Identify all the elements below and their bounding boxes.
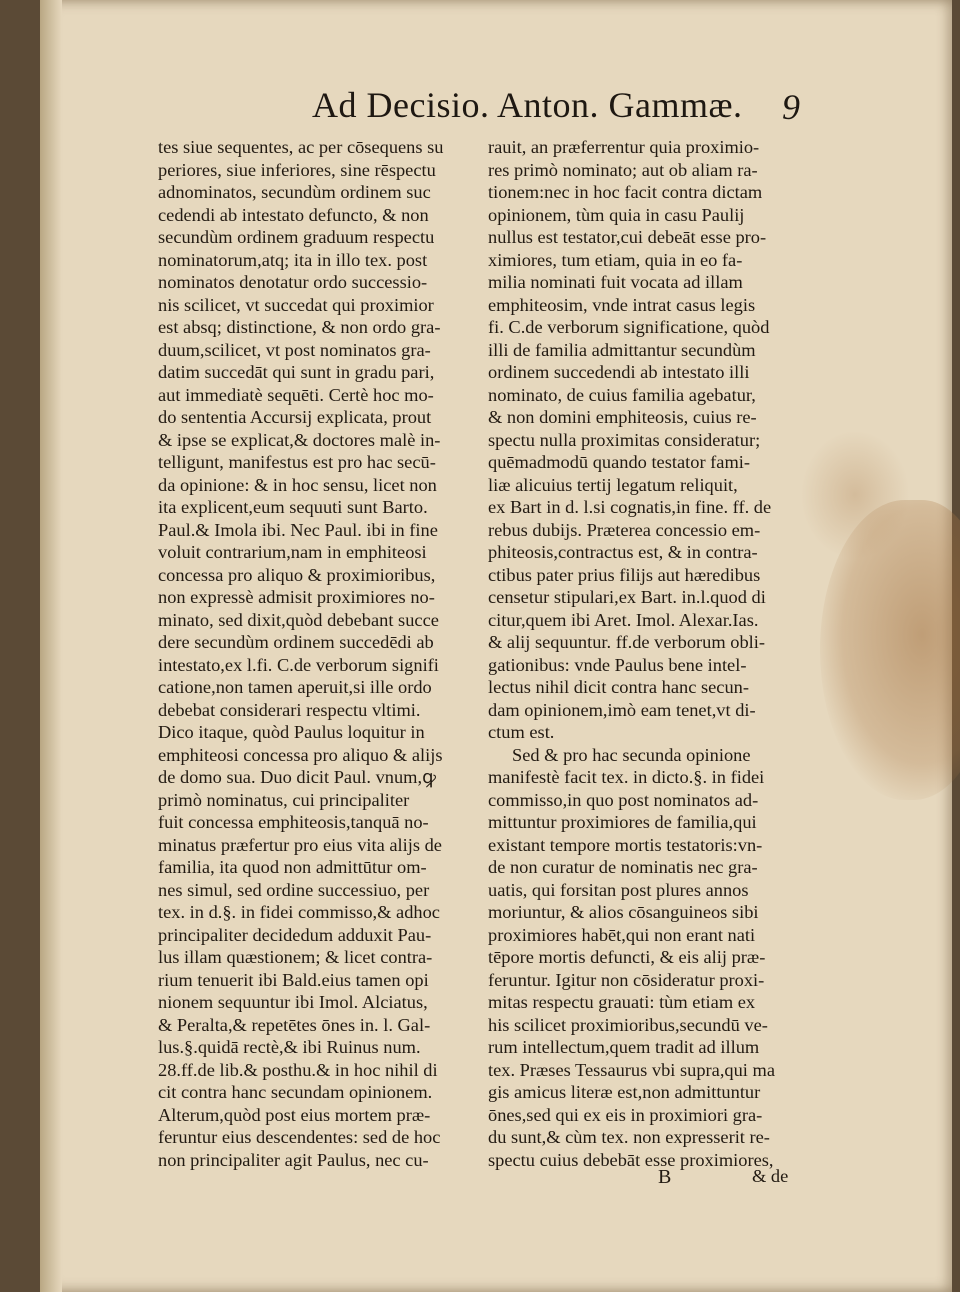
text-line: gationibus: vnde Paulus bene intel- xyxy=(488,654,747,675)
text-line: tex. in d.§. in fidei commisso,& adhoc xyxy=(158,902,440,922)
text-line: liæ alicuius tertij legatum reliquit, xyxy=(488,474,738,495)
text-line: nominato, de cuius familia agebatur, xyxy=(488,384,756,405)
text-line: Sed & pro hac secunda opinione xyxy=(512,744,751,765)
text-line: ex Bart in d. l.si cognatis,in fine. ff. de xyxy=(488,497,772,517)
text-line: ita explicent,eum sequuti sunt Barto. xyxy=(158,497,428,517)
text-line: intestato,ex l.fi. C.de verborum signifi xyxy=(158,654,439,675)
text-line: lus.§.quidā rectè,& ibi Ruinus num. xyxy=(158,1037,421,1057)
text-line: res primò nominato; aut ob aliam ra- xyxy=(488,159,758,180)
text-line: du sunt,& cùm tex. non expresserit re- xyxy=(488,1127,770,1147)
text-line: manifestè facit tex. in dicto.§. in fidei xyxy=(488,767,765,787)
text-line: tionem:nec in hoc facit contra dictam xyxy=(488,182,763,202)
text-line: gis amicus literæ est,non admittuntur xyxy=(488,1082,761,1102)
text-line: & ipse se explicat,& doctores malè in- xyxy=(158,429,441,450)
text-line: ctibus pater prius filijs aut hæredibus xyxy=(488,564,761,585)
text-line: adnominatos, secundùm ordinem suc xyxy=(158,182,431,202)
text-line: censetur stipulari,ex Bart. in.l.quod di xyxy=(488,587,766,607)
text-line: existant tempore mortis testatoris:vn- xyxy=(488,834,763,855)
text-line: & Peralta,& repetētes ōnes in. l. Gal- xyxy=(158,1014,431,1035)
text-line: feruntur. Igitur non cōsideratur proxi- xyxy=(488,969,765,990)
right-text-column xyxy=(488,136,798,1186)
text-line: minatus præfertur pro eius vita alijs de xyxy=(158,834,442,855)
text-line: & alij sequuntur. ff.de verborum obli- xyxy=(488,632,765,652)
page-number: 9 xyxy=(782,87,800,127)
text-line: Dico itaque, quòd Paulus loquitur in xyxy=(158,722,425,742)
text-line: familia, ita quod non admittūtur om- xyxy=(158,857,427,877)
book-page xyxy=(40,0,952,1292)
left-text-column xyxy=(158,136,468,1186)
text-line: non principaliter agit Paulus, nec cu- xyxy=(158,1149,429,1170)
text-line: principaliter decidedum adduxit Pau- xyxy=(158,924,432,945)
signature-mark: B xyxy=(658,1166,672,1188)
text-line: lectus nihil dicit contra hanc secun- xyxy=(488,677,749,697)
text-line: aut immediatè sequēti. Certè hoc mo- xyxy=(158,384,434,405)
text-line: nominatos denotatur ordo successio- xyxy=(158,272,428,292)
text-line: citur,quem ibi Aret. Imol. Alexar.Ias. xyxy=(488,609,759,630)
text-line: spectu cuius debebāt esse proximiores, xyxy=(488,1149,774,1170)
text-line: cedendi ab intestato defuncto, & non xyxy=(158,204,429,225)
text-line: fi. C.de verborum significatione, quòd xyxy=(488,317,770,337)
text-line: minato, sed dixit,quòd debebant succe xyxy=(158,609,439,630)
text-line: nis scilicet, vt succedat qui proximior xyxy=(158,294,434,315)
text-line: non expressè admisit proximiores no- xyxy=(158,587,435,607)
text-line: spectu nulla proximitas consideratur; xyxy=(488,429,761,450)
text-line: tēpore mortis defuncti, & eis alij præ- xyxy=(488,947,766,967)
text-line: secundùm ordinem graduum respectu xyxy=(158,227,435,247)
text-line: phiteosis,contractus est, & in contra- xyxy=(488,542,758,562)
text-line: milia nominati fuit vocata ad illam xyxy=(488,272,743,292)
text-line: tex. Præses Tessaurus vbi supra,qui ma xyxy=(488,1059,775,1080)
text-line: de domo sua. Duo dicit Paul. vnum,ꝙ xyxy=(158,767,436,787)
running-title: Ad Decisio. Anton. Gammæ. xyxy=(312,85,743,125)
page-gutter-shadow xyxy=(40,0,62,1292)
text-line: his scilicet proximioribus,secundū ve- xyxy=(488,1014,768,1035)
text-line: & non domini emphiteosis, cuius re- xyxy=(488,407,757,427)
text-line: nes simul, sed ordine successiuo, per xyxy=(158,879,430,900)
text-line: commisso,in quo post nominatos ad- xyxy=(488,789,759,810)
text-line: dere secundùm ordinem succedēdi ab xyxy=(158,632,434,652)
text-line: concessa pro aliquo & proximioribus, xyxy=(158,564,436,585)
text-line: quēmadmodū quando testator fami- xyxy=(488,452,750,472)
text-line: periores, siue inferiores, sine rēspectu xyxy=(158,159,436,180)
catchword: & de xyxy=(752,1166,789,1186)
text-line: nominatorum,atq; ita in illo tex. post xyxy=(158,249,428,270)
text-line: fuit concessa emphiteosis,tanquā no- xyxy=(158,812,429,832)
text-line: rauit, an præferrentur quia proximio- xyxy=(488,137,760,157)
page-footer xyxy=(40,1166,952,1196)
text-line: rum intellectum,quem tradit ad illum xyxy=(488,1037,760,1057)
text-line: mitas respectu grauati: tùm etiam ex xyxy=(488,992,756,1012)
text-line: moriuntur, & alios cōsanguineos sibi xyxy=(488,902,759,922)
page-header xyxy=(40,84,952,134)
text-line: telligunt, manifestus est pro hac secū- xyxy=(158,452,436,472)
text-line: illi de familia admittantur secundùm xyxy=(488,339,756,360)
text-line: uatis, qui forsitan post plures annos xyxy=(488,879,749,900)
text-line: proximiores habēt,qui non erant nati xyxy=(488,924,756,945)
text-line: dam opinionem,imò eam tenet,vt di- xyxy=(488,699,756,720)
text-line: rebus dubijs. Præterea concessio em- xyxy=(488,519,761,540)
text-line: emphiteosi concessa pro aliquo & alijs xyxy=(158,744,443,765)
text-line: Alterum,quòd post eius mortem præ- xyxy=(158,1104,431,1125)
text-line: de non curatur de nominatis nec gra- xyxy=(488,857,758,877)
text-line: nionem sequuntur ibi Imol. Alciatus, xyxy=(158,992,428,1012)
text-line: Paul.& Imola ibi. Nec Paul. ibi in fine xyxy=(158,519,438,540)
text-line: mittuntur proximiores de familia,qui xyxy=(488,812,757,832)
text-line: rium tenuerit ibi Bald.eius tamen opi xyxy=(158,969,429,990)
text-line: voluit contrarium,nam in emphiteosi xyxy=(158,542,427,562)
text-line: debebat considerari respectu vltimi. xyxy=(158,699,421,720)
text-line: da opinione: & in hoc sensu, licet non xyxy=(158,474,437,495)
text-line: cit contra hanc secundam opinionem. xyxy=(158,1082,433,1102)
text-line: lus illam quæstionem; & licet contra- xyxy=(158,947,433,967)
text-line: feruntur eius descendentes: sed de hoc xyxy=(158,1127,441,1147)
text-line: est absq; distinctione, & non ordo gra- xyxy=(158,317,441,337)
text-line: do sententia Accursij explicata, prout xyxy=(158,407,432,427)
text-line: primò nominatus, cui principaliter xyxy=(158,789,410,810)
text-line: 28.ff.de lib.& posthu.& in hoc nihil di xyxy=(158,1059,438,1080)
text-line: nullus est testator,cui debeāt esse pro- xyxy=(488,227,767,247)
text-line: opinionem, tùm quia in casu Paulij xyxy=(488,204,745,225)
text-line: catione,non tamen aperuit,si ille ordo xyxy=(158,677,432,697)
text-line: tes siue sequentes, ac per cōsequens su xyxy=(158,137,444,157)
text-line: duum,scilicet, vt post nominatos gra- xyxy=(158,339,431,360)
text-line: datim succedāt qui sunt in gradu pari, xyxy=(158,362,435,382)
text-line: ximiores, tum etiam, quia in eo fa- xyxy=(488,249,743,270)
text-line: ōnes,sed qui ex eis in proximiori gra- xyxy=(488,1104,763,1125)
text-line: emphiteosim, vnde intrat casus legis xyxy=(488,294,756,315)
text-line: ordinem succedendi ab intestato illi xyxy=(488,362,750,382)
text-line: ctum est. xyxy=(488,722,555,742)
